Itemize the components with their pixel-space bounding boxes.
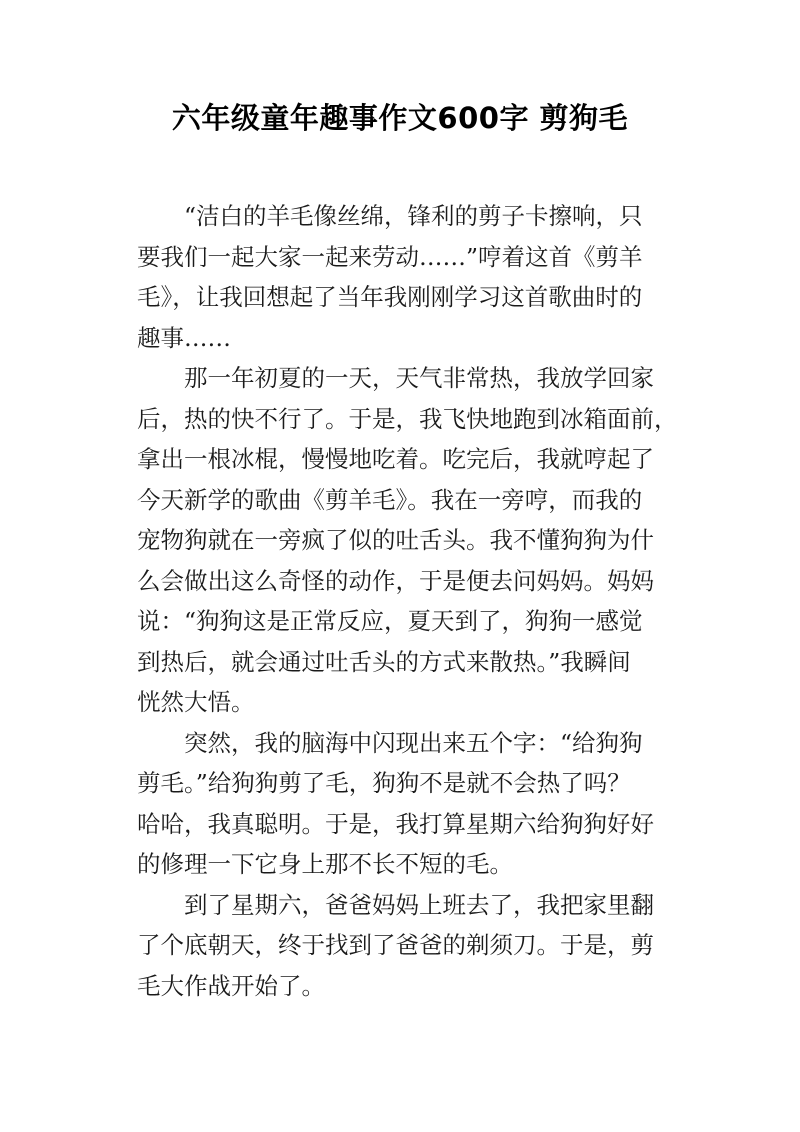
text-line: 到了星期六，爸爸妈妈上班去了，我把家里翻 <box>184 890 654 919</box>
text-line: 今天新学的歌曲《剪羊毛》。我在一旁哼，而我的 <box>137 485 643 514</box>
text-line: 了个底朝天，终于找到了爸爸的剃须刀。于是，剪 <box>137 931 654 959</box>
paragraph-4 <box>137 885 677 1007</box>
text-line: 宠物狗就在一旁疯了似的吐舌头。我不懂狗狗为什 <box>137 526 654 554</box>
text-line: 后，热的快不行了。于是，我飞快地跑到冰箱面前， <box>137 404 678 433</box>
text-line: 哈哈，我真聪明。于是，我打算星期六给狗狗好好 <box>137 809 654 838</box>
document-body <box>137 196 677 1006</box>
paragraph-3 <box>137 723 677 885</box>
text-line: 的修理一下它身上那不长不短的毛。 <box>137 850 513 878</box>
paragraph-2 <box>137 358 677 723</box>
text-line: 毛大作战开始了。 <box>137 971 325 1000</box>
text-line: 到热后，就会通过吐舌头的方式来散热。”我瞬间 <box>137 647 631 676</box>
text-line: 趣事…… <box>137 323 231 352</box>
text-line: 说：“狗狗这是正常反应，夏天到了，狗狗一感觉 <box>137 607 643 635</box>
text-line: 么会做出这么奇怪的动作，于是便去问妈妈。妈妈 <box>137 566 654 595</box>
paragraph-1 <box>137 196 677 358</box>
text-line: 拿出一根冰棍，慢慢地吃着。吃完后，我就哼起了 <box>137 445 654 473</box>
text-line: 突然，我的脑海中闪现出来五个字：“给狗狗 <box>184 728 643 757</box>
text-line: 那一年初夏的一天，天气非常热，我放学回家 <box>184 364 654 392</box>
text-line: 剪毛。”给狗狗剪了毛，狗狗不是就不会热了吗？ <box>137 769 631 797</box>
document-title: 六年级童年趣事作文600字 剪狗毛 <box>171 101 629 135</box>
text-line: 要我们一起大家一起来劳动……”哼着这首《剪羊 <box>137 242 643 271</box>
text-line: 毛》，让我回想起了当年我刚刚学习这首歌曲时的 <box>137 283 643 311</box>
text-line: 恍然大悟。 <box>137 688 255 716</box>
text-line: “洁白的羊毛像丝绵，锋利的剪子卡擦响，只 <box>184 202 643 230</box>
